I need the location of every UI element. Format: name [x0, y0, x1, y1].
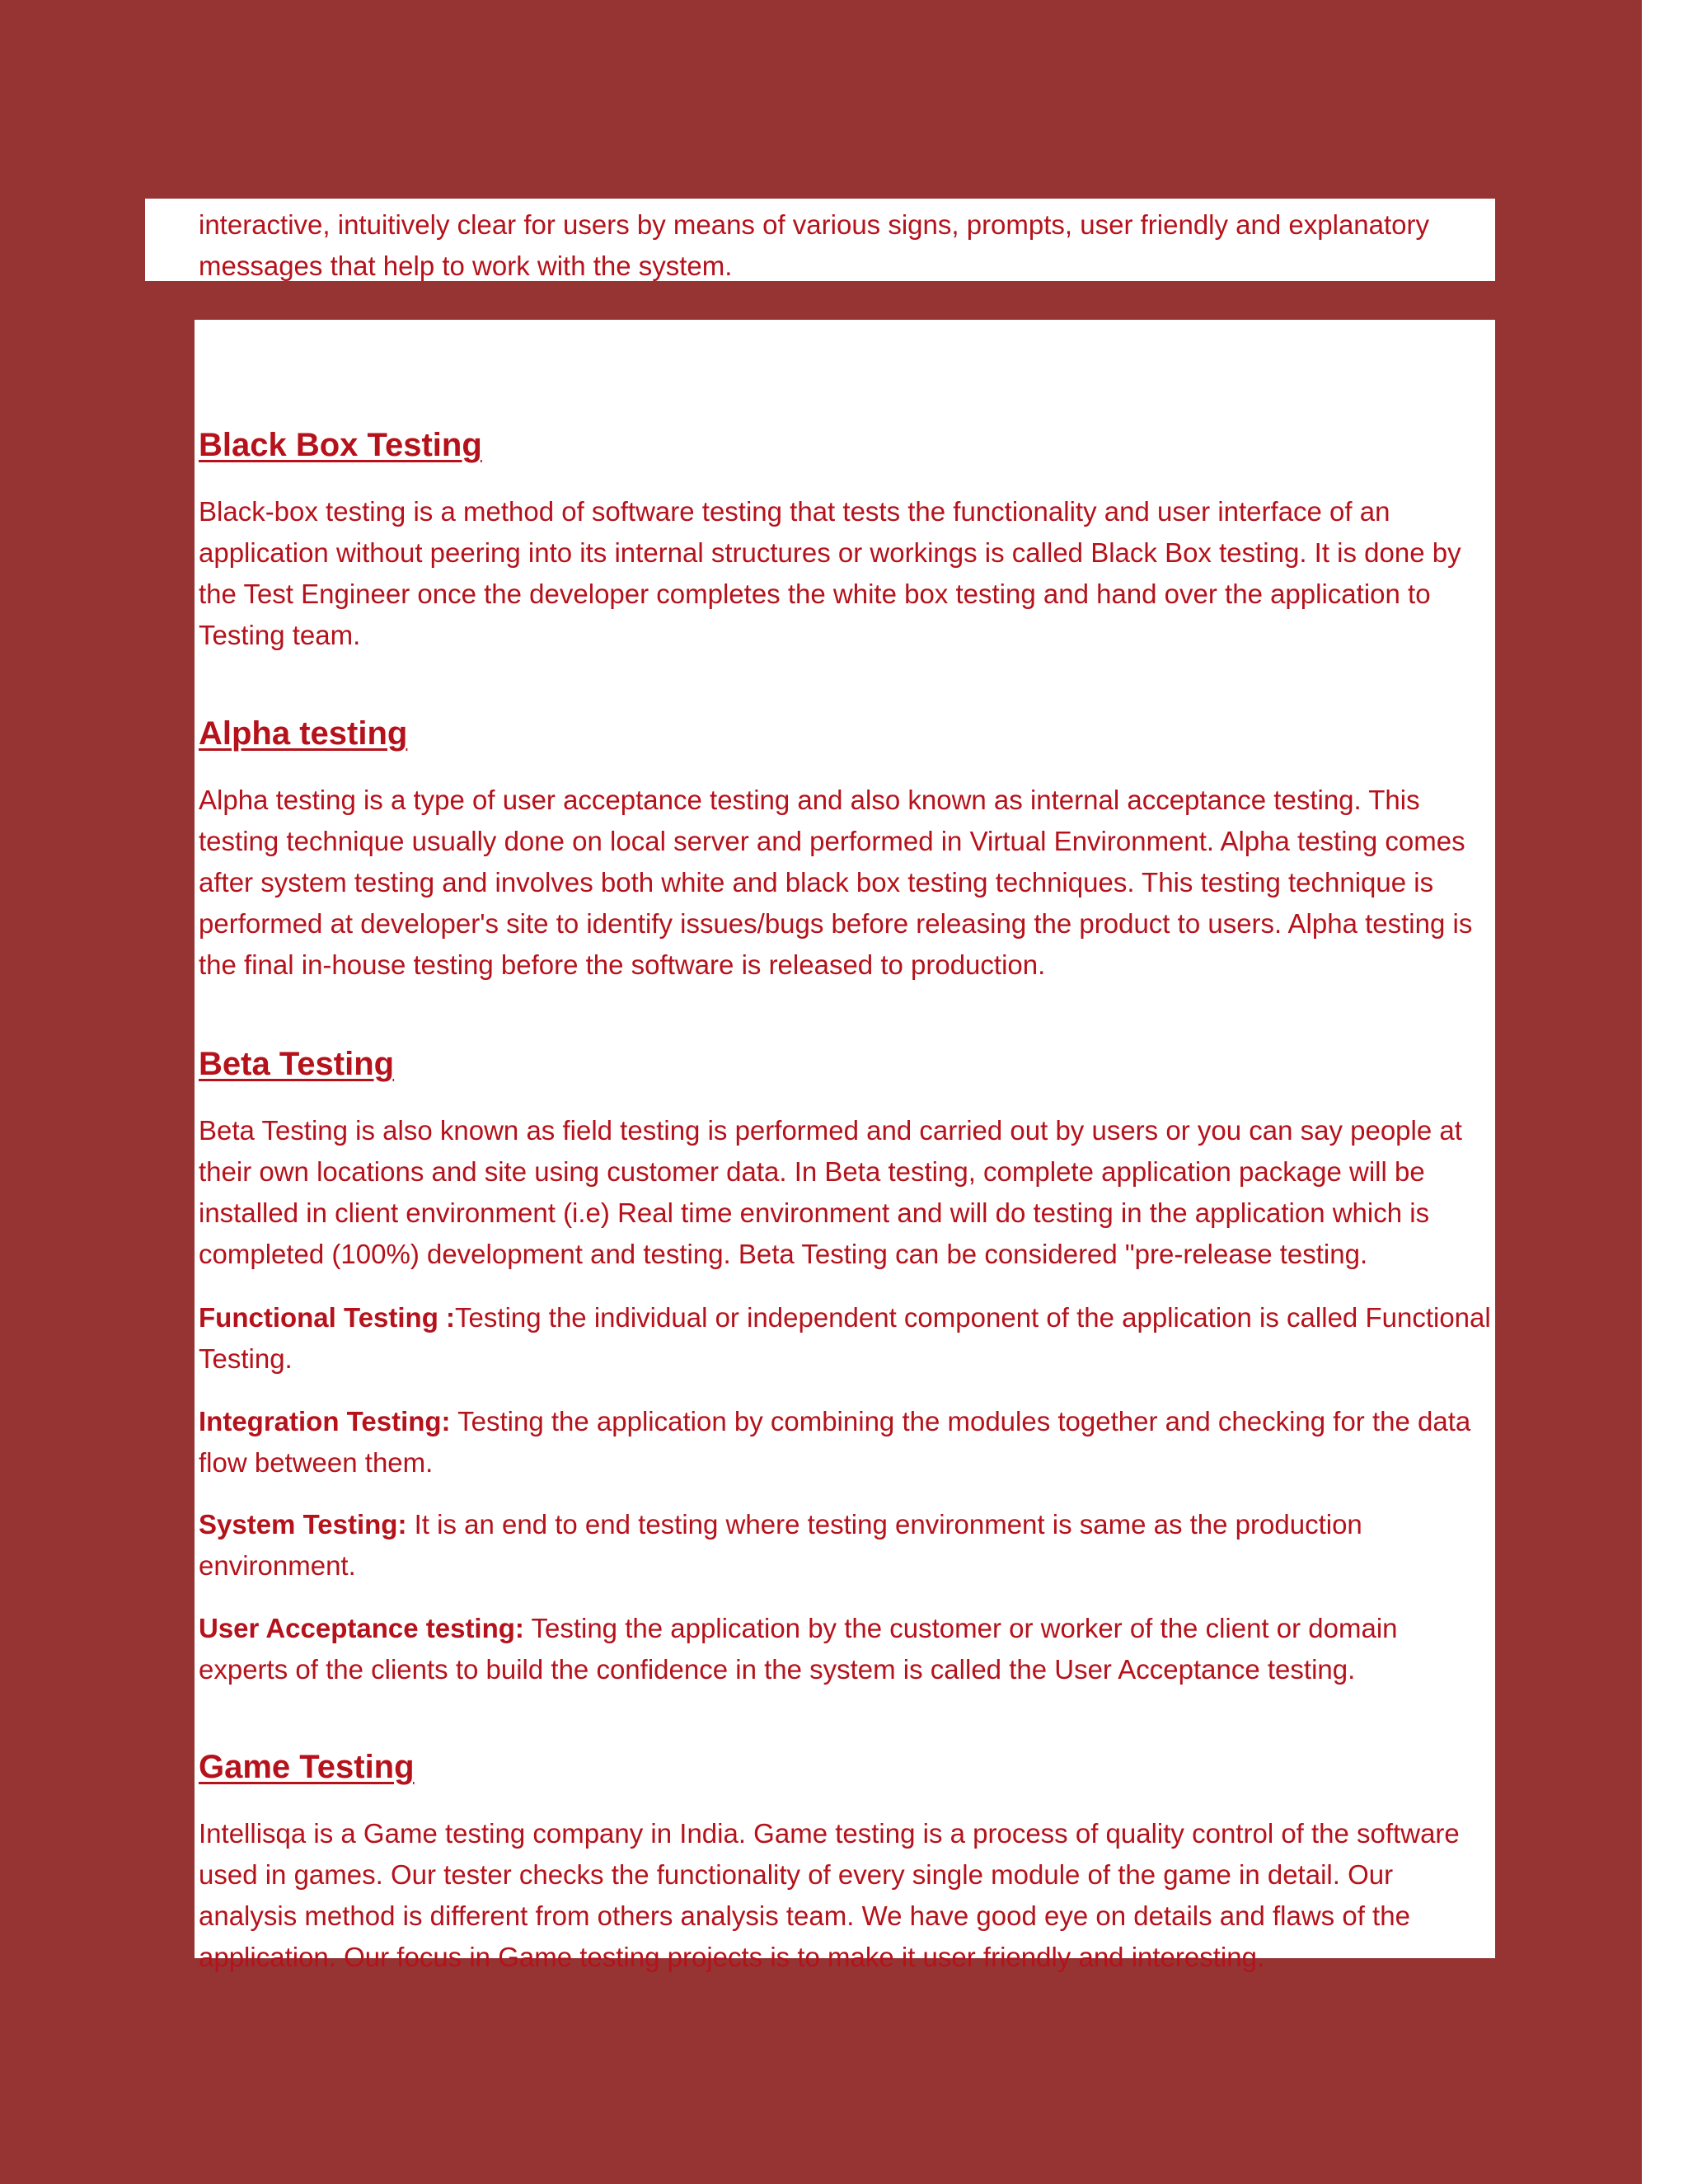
definition-integration-testing	[199, 1401, 1493, 1483]
heading-beta-testing: Beta Testing	[199, 1046, 395, 1082]
definition-term: Integration Testing:	[199, 1406, 451, 1436]
definition-term: System Testing:	[199, 1509, 407, 1540]
heading-alpha-testing: Alpha testing	[199, 715, 408, 752]
definition-user-acceptance-testing	[199, 1608, 1493, 1690]
definition-term: User Acceptance testing:	[199, 1613, 524, 1643]
definition-text: It is an end to end testing where testing environment is same as the production environment.	[199, 1509, 1362, 1581]
heading-black-box-testing: Black Box Testing	[199, 427, 482, 463]
definition-text: Testing the application by combining the modules together and checking for the data flow between them.	[199, 1406, 1471, 1478]
definition-text: Testing the individual or independent component of the application is called Functional Testing.	[199, 1302, 1491, 1374]
definition-term: Functional Testing :	[199, 1302, 456, 1333]
intro-continuation-text: interactive, intuitively clear for users by means of various signs, prompts, user friendly and explanatory messages that help to work with the system.	[199, 209, 1430, 281]
definition-text: Testing the application by the customer or worker of the client or domain experts of the clients to build the confidence in the system is called the User Acceptance testing.	[199, 1613, 1398, 1685]
paragraph-game-testing: Intellisqa is a Game testing company in India. Game testing is a process of quality control of the software used in games. Our tester checks the functionality of every single module of the game in detail. Our analysis method is different from others analysis team. We have good eye on details and flaws of the application. Our focus in Game testing projects is to make it user friendly and interesting.	[199, 1818, 1460, 1972]
definition-system-testing	[199, 1504, 1493, 1586]
paragraph-alpha-testing: Alpha testing is a type of user acceptance testing and also known as internal acceptance testing. This testing technique usually done on local server and performed in Virtual Environment. Alpha testing comes after system testing and involves both white and black box testing techniques. This testing technique is performed at developer's site to identify issues/bugs before releasing the product to users. Alpha testing is the final in-house testing before the software is released to production.	[199, 785, 1473, 980]
definition-functional-testing	[199, 1297, 1493, 1380]
paragraph-black-box-testing: Black-box testing is a method of software testing that tests the functionality and user interface of an application without peering into its internal structures or workings is called Black Box testing. It is done by the Test Engineer once the developer completes the white box testing and hand over the application to Testing team.	[199, 496, 1461, 650]
paragraph-beta-testing: Beta Testing is also known as field testing is performed and carried out by users or you can say people at their own locations and site using customer data. In Beta testing, complete application package will be installed in client environment (i.e) Real time environment and will do testing in the application which is completed (100%) development and testing. Beta Testing can be considered "pre-release testing.	[199, 1115, 1462, 1269]
heading-game-testing: Game Testing	[199, 1749, 415, 1785]
